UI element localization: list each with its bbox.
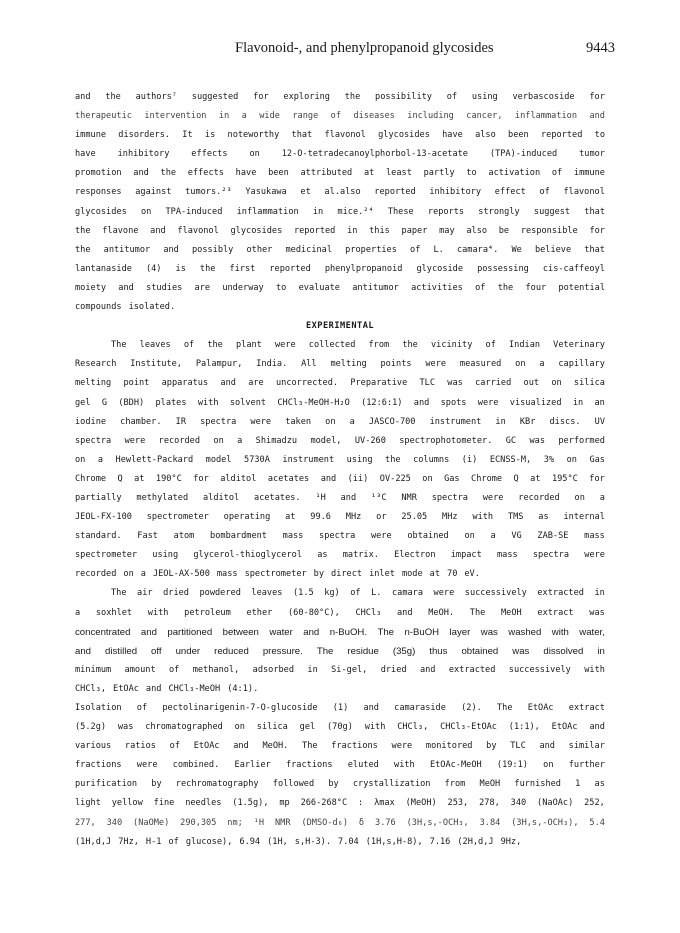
paragraph [75,336,605,584]
text-line: compounds isolated. [75,302,176,313]
text-line: EXPERIMENTAL [305,321,375,332]
paragraph [75,584,605,699]
text-line: a soxhlet with petroleum ether (60-80°C), CHCl₃ and MeOH. The MeOH extract was [75,607,605,618]
text-line: partially methylated alditol acetates. ¹H and ¹³C NMR spectra were recorded on a [75,492,605,503]
running-title: Flavonoid-, and phenylpropanoid glycosides [235,40,494,56]
text-line: the flavone and flavonol glycosides reported in this paper may also be responsible for [75,225,605,236]
text-line: therapeutic intervention in a wide range of diseases including cancer, inflammation and [75,111,605,122]
text-line: on a Hewlett-Packard model 5730A instrument using the columns (i) ECNSS-M, 3% on Gas [75,454,605,465]
text-line: have inhibitory effects on 12-O-tetradecanoylphorbol-13-acetate (TPA)-induced tumor [75,149,605,160]
text-line: glycosides on TPA-induced inflammation in mice.²⁴ These reports strongly suggest that [75,206,605,217]
text-line: fractions were combined. Earlier fractions eluted with EtOAc-MeOH (19:1) on further [75,760,605,771]
text-line: Research Institute, Palampur, India. All melting points were measured on a capillary [75,359,605,370]
text-line: concentrated and partitioned between water and n-BuOH. The n-BuOH layer was washed with water, [75,626,605,638]
text-line: recorded on a JEOL-AX-500 mass spectrometer by direct inlet mode at 70 eV. [75,569,480,580]
text-line: The leaves of the plant were collected from the vicinity of Indian Veterinary [111,340,605,351]
running-header [0,40,680,60]
text-line: 277, 340 (NaOMe) 290,305 nm; ¹H NMR (DMSO-d₆) δ 3.76 (3H,s,-OCH₃, 3.84 (3H,s,-OCH₃), 5.4 [75,817,605,828]
text-line: JEOL-FX-100 spectrometer operating at 99.6 MHz or 25.05 MHz with TMS as internal [75,512,605,523]
text-line: gel G (BDH) plates with solvent CHCl₃-MeOH-H₂O (12:6:1) and spots were visualized in an [75,397,605,408]
paragraph [75,88,605,317]
text-line: the antitumor and possibly other medicinal properties of L. camara⁴. We believe that [75,244,605,255]
text-line: (5.2g) was chromatographed on silica gel (70g) with CHCl₃, CHCl₃-EtOAc (1:1), EtOAc and [75,722,605,733]
text-line: and the authors⁷ suggested for exploring the possibility of using verbascoside for [75,92,605,102]
text-line: and distilled off under reduced pressure. The residue (35g) thus obtained was dissolved in [75,645,605,657]
text-line: moiety and studies are underway to evaluate antitumor activities of the four potential [75,282,605,293]
text-line: promotion and the effects have been attributed at least partly to activation of immune [75,168,605,179]
text-line: various ratios of EtOAc and MeOH. The fractions were monitored by TLC and similar [75,741,605,752]
text-line: purification by rechromatography followed by crystallization from MeOH furnished 1 as [75,779,605,790]
text-line: Isolation of pectolinarigenin-7-O-glucoside (1) and camaraside (2). The EtOAc extract [75,703,605,713]
text-line: (1H,d,J 7Hz, H-1 of glucose), 6.94 (1H, s,H-3). 7.04 (1H,s,H-8), 7.16 (2H,d,J 9Hz, [75,836,522,847]
text-line: light yellow fine needles (1.5g), mp 266-268°C : λmax (MeOH) 253, 278, 340 (NaOAc) 252, [75,798,605,809]
text-line: responses against tumors.²³ Yasukawa et al.also reported inhibitory effect of flavonol [75,187,605,198]
text-line: melting point apparatus and are uncorrected. Preparative TLC was carried out on silica [75,378,605,389]
text-line: lantanaside (4) is the first reported phenylpropanoid glycoside possessing cis-caffeoyl [75,263,605,274]
text-line: immune disorders. It is noteworthy that flavonol glycosides have also been reported to [75,130,605,141]
text-line: Chrome Q at 190°C for alditol acetates and (ii) OV-225 on Gas Chrome Q at 195°C for [75,473,605,484]
text-line: minimum amount of methanol, adsorbed in Si-gel, dried and extracted successively with [75,664,605,675]
text-line: spectrometer using glycerol-thioglycerol as matrix. Electron impact mass spectra were [75,550,605,561]
text-line: iodine chamber. IR spectra were taken on a JASCO-700 instrument in KBr discs. UV [75,416,605,427]
article-body [75,88,605,852]
text-line: spectra were recorded on a Shimadzu model, UV-260 spectrophotometer. GC was performed [75,435,605,446]
page-number: 9443 [586,40,615,56]
text-line: CHCl₃, EtOAc and CHCl₃-MeOH (4:1). [75,683,259,694]
section-heading [75,317,605,336]
paragraph [75,699,605,852]
text-line: standard. Fast atom bombardment mass spectra were obtained on a VG ZAB-SE mass [75,531,605,542]
text-line: The air dried powdered leaves (1.5 kg) of L. camara were successively extracted in [111,588,605,599]
